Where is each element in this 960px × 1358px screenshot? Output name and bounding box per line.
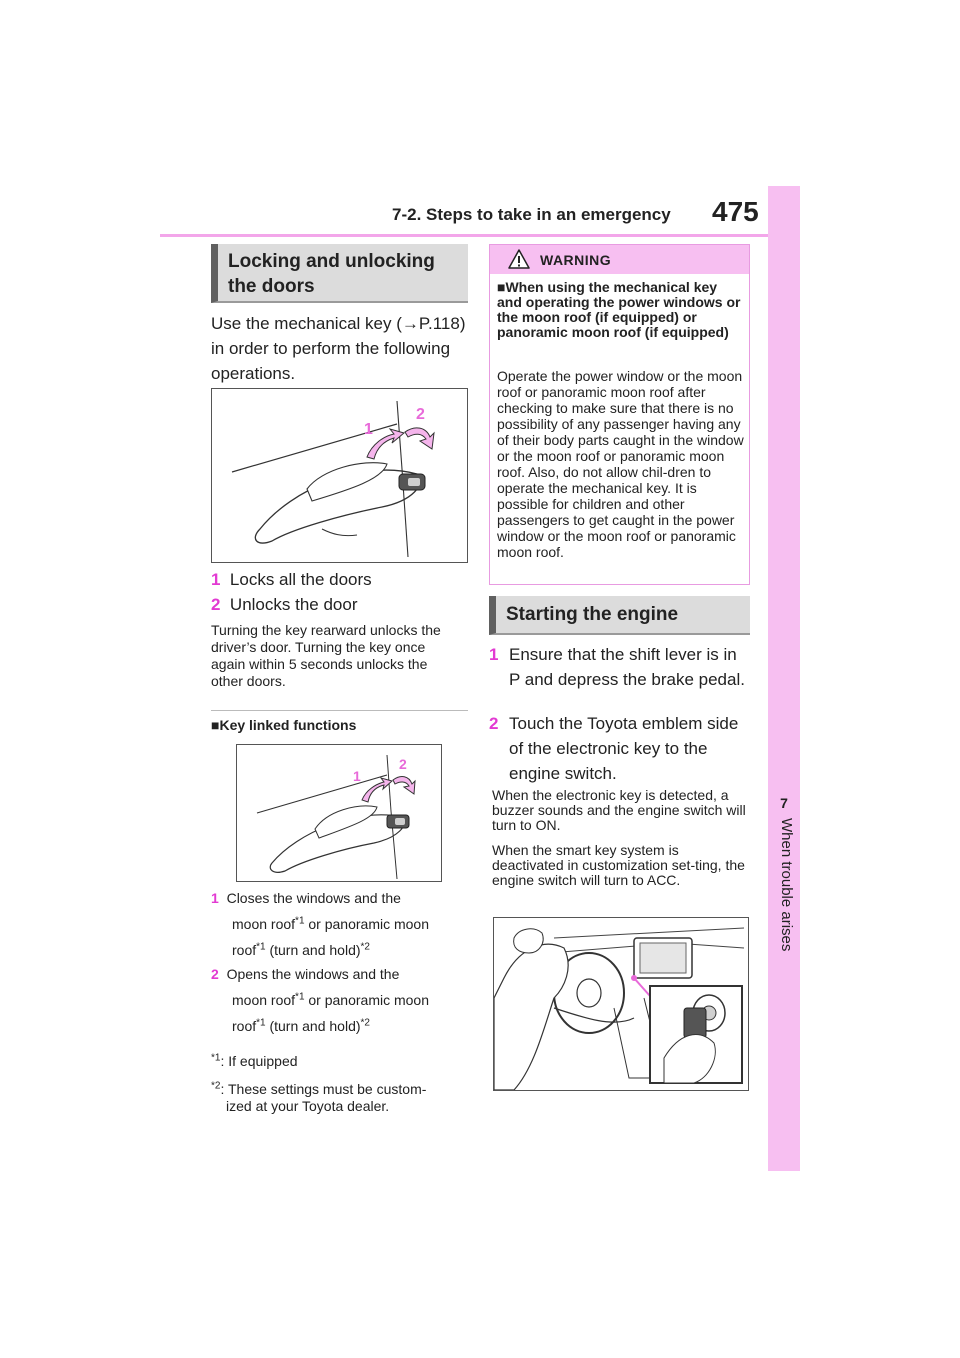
figure2-label-2: 2 [399,756,407,772]
figure1-label-2: 2 [416,406,425,423]
step-number: 2 [489,714,499,733]
step-text: Ensure that the shift lever is in P and depress the brake pedal. [509,645,745,689]
intro-text: Use the mechanical key (→P.118) in order to perform the following operations. [211,314,466,383]
section-heading-starting: Starting the engine [489,596,750,635]
header-rule [160,234,768,237]
function-item-2 [211,961,471,1039]
function-text: (turn and hold) [265,942,361,958]
footnote-2 [211,1081,471,1115]
footnote-ref: *2 [360,1017,370,1029]
function-line: Opens the windows and the [226,966,400,982]
function-number: 2 [211,966,219,982]
footnote-1 [211,1052,298,1070]
step-number: 1 [489,645,499,664]
door-handle-key-figure [211,388,468,563]
engine-note-1: When the electronic key is detected, a buzzer sounds and the engine switch will turn to ON. [492,787,746,833]
function-text: or panoramic moon [304,916,430,932]
function-item-1 [211,885,471,963]
footnote-mark: *1 [211,1052,221,1064]
figure2-label-1: 1 [353,768,361,784]
lock-step-1 [211,567,466,592]
lock-step-2 [211,592,466,617]
step-number: 1 [211,570,221,589]
key-linked-figure [236,744,442,882]
section-heading-locking: Locking and unlocking the doors [211,244,468,303]
function-number: 1 [211,890,219,906]
footnote-text: : If equipped [220,1053,298,1069]
step-text: Unlocks the door [229,595,358,614]
divider [211,710,468,711]
footnote-ref: *1 [256,1017,266,1029]
function-text: roof [232,1018,257,1034]
step-text: Touch the Toyota emblem side of the electronic key to the engine switch. [509,714,739,783]
figure1-label-1: 1 [364,421,373,438]
step-text: Locks all the doors [229,570,372,589]
door-handle-illustration [212,389,467,562]
footnote-text: ized at your Toyota dealer. [226,1098,390,1114]
engine-note-2: When the smart key system is deactivated in customization set-ting, the engine switch will turn to ACC. [492,842,745,888]
warning-subheading: ■When using the mechanical key and operating the power windows or the moon roof (if equipped) or panoramic moon roof (if equipped) [497,279,741,340]
engine-start-figure [493,917,749,1091]
warning-body: Operate the power window or the moon roof or panoramic moon roof after checking to make sure that there is no possibility of any passenger having any of their body parts caught in the window or the moon roof or panoramic moon roof. Also, do not allow chil-dren to operate the mechanical key. It is possible for children and other passengers to get caught in the power window or the moon roof or panoramic moon roof. [497,368,744,560]
footnote-ref: *2 [360,941,370,953]
function-text: moon roof [232,992,296,1008]
warning-title: WARNING [540,252,612,268]
driver-key-illustration [494,918,748,1090]
footnote-mark: *2 [211,1080,221,1092]
chapter-label: When trouble arises [778,818,795,952]
footnote-text: : These settings must be custom- [220,1081,427,1097]
function-line: Closes the windows and the [226,890,401,906]
footnote-ref: *1 [295,915,305,927]
footnote-ref: *1 [256,941,266,953]
lock-note: Turning the key rearward unlocks the driver’s door. Turning the key once again within 5 seconds unlocks the other doors. [211,622,441,689]
key-linked-subheading: ■Key linked functions [211,717,357,733]
section-title: 7-2. Steps to take in an emergency [392,205,671,224]
engine-step-2 [489,711,749,786]
warning-triangle-icon [508,249,530,269]
function-text: roof [232,942,257,958]
chapter-side-tab [768,186,800,1171]
footnote-ref: *1 [295,991,305,1003]
page-number: 475 [712,196,759,227]
engine-step-1 [489,642,749,692]
step-number: 2 [211,595,221,614]
function-text: moon roof [232,916,296,932]
function-text: (turn and hold) [265,1018,361,1034]
door-handle-illustration-2 [237,745,441,881]
chapter-number: 7 [780,795,788,811]
function-text: or panoramic moon [304,992,430,1008]
